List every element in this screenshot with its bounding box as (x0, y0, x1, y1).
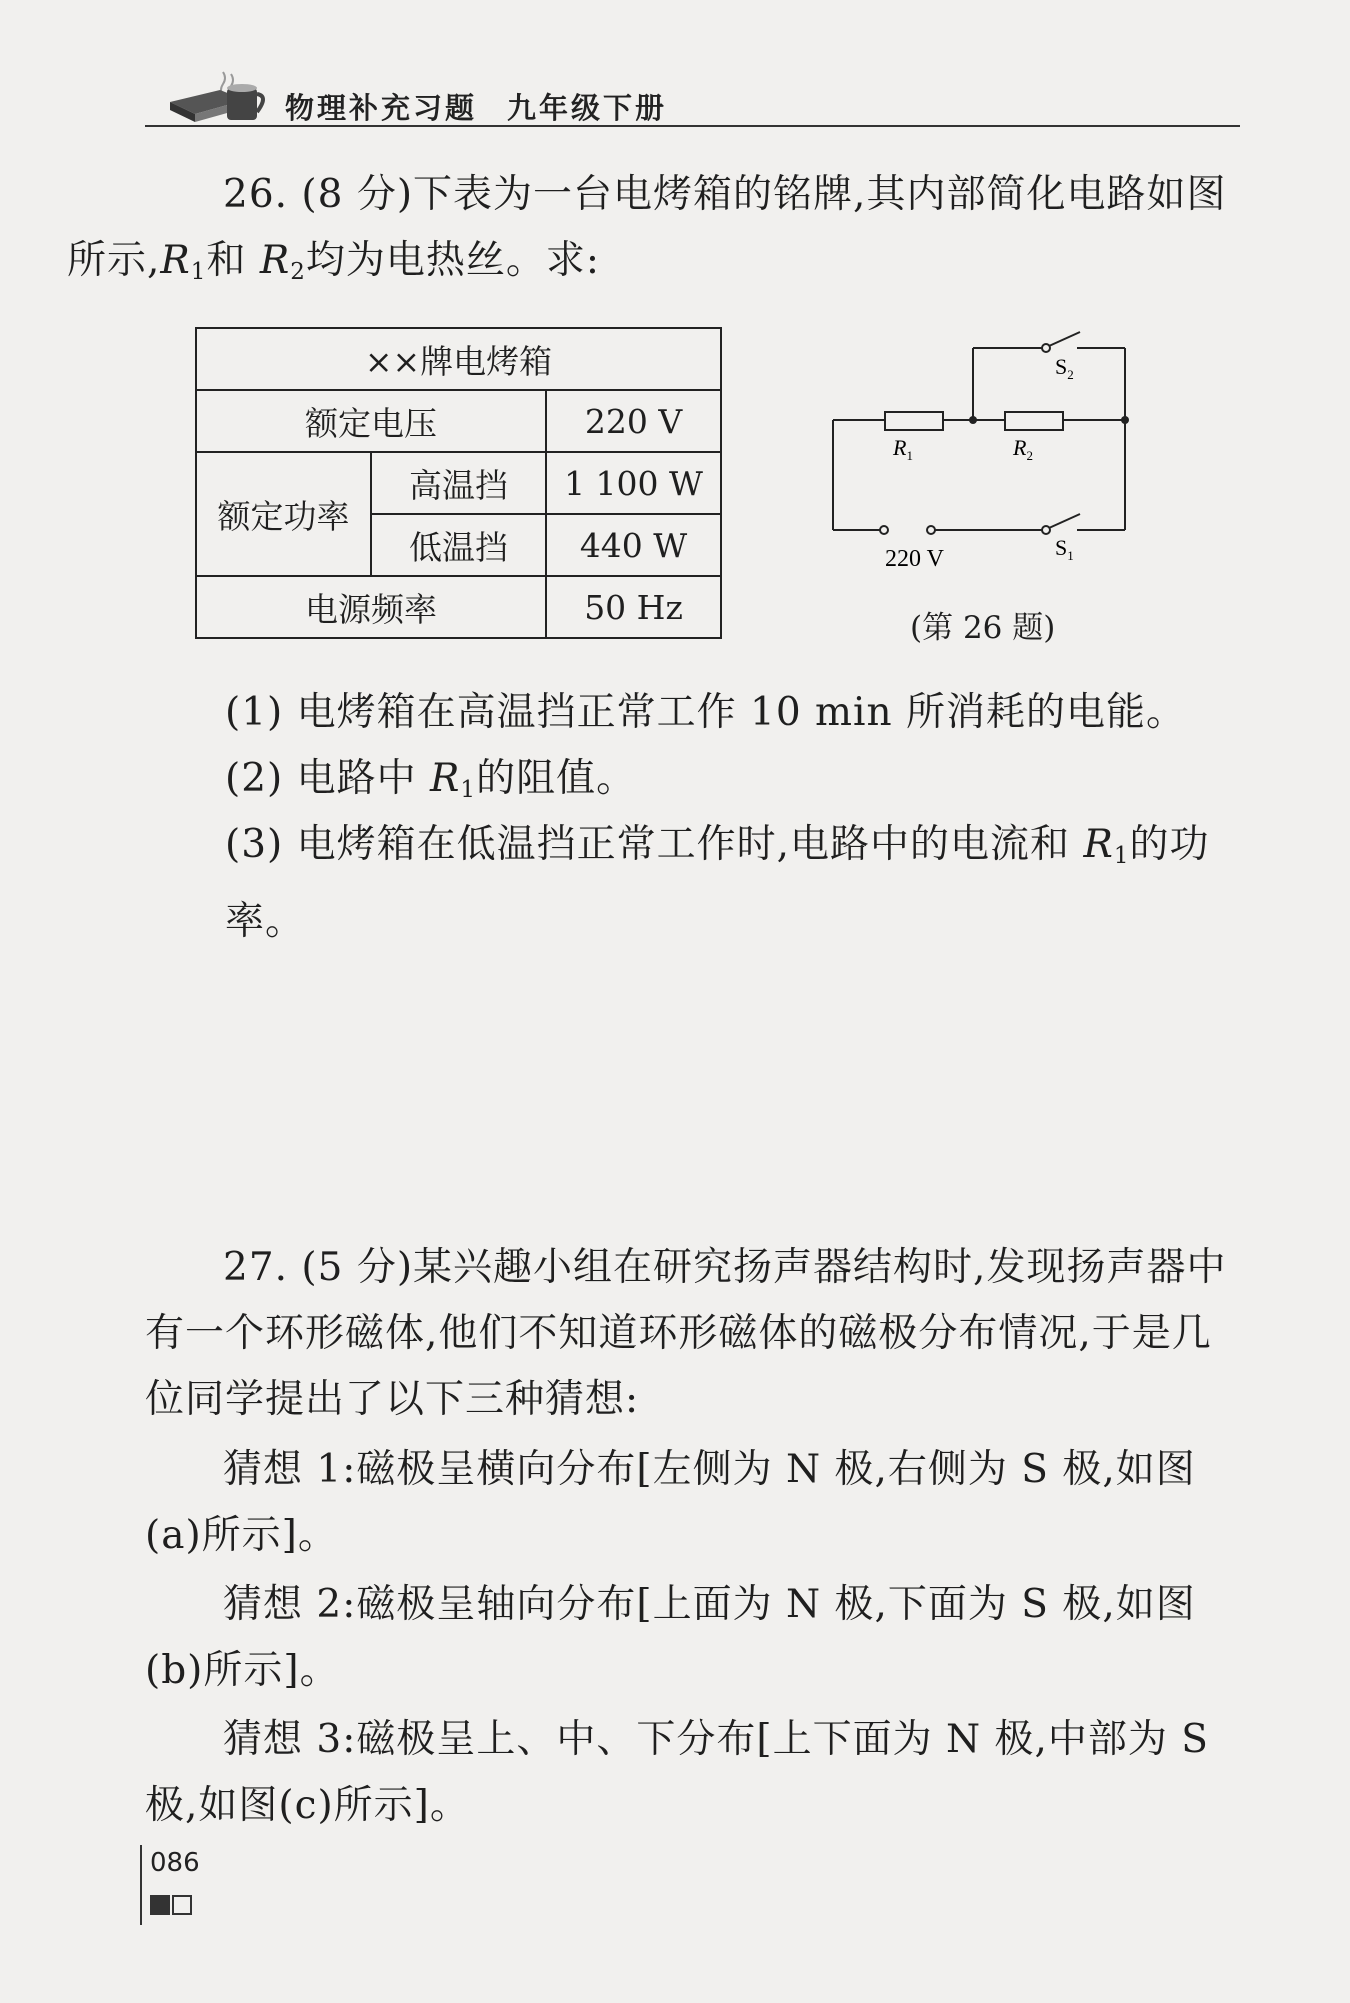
q26-r1-symbol: R (160, 238, 191, 283)
q26-part1: (1) 电烤箱在高温挡正常工作 10 min 所消耗的电能。 (225, 690, 1187, 735)
nameplate-table (195, 327, 722, 639)
table-row (196, 390, 721, 452)
q26-intro-line2 (67, 228, 600, 305)
circuit-s2-sub: 2 (1067, 367, 1074, 382)
table-row (196, 452, 721, 514)
q26-part3 (225, 812, 1275, 955)
q27-guess1: 猜想 1:磁极呈横向分布[左侧为 N 极,右侧为 S 极,如图(a)所示]。 (145, 1447, 1196, 1558)
q26-intro-line1: 26. (8 分)下表为一台电烤箱的铭牌,其内部简化电路如图 (223, 172, 1227, 217)
book-and-cup-icon (165, 70, 275, 125)
filled-square-icon (150, 1895, 170, 1915)
r2-resistor (1005, 412, 1063, 430)
frequency-label: 电源频率 (196, 576, 546, 638)
circuit-r2-label: R (1013, 435, 1027, 460)
circuit-diagram (825, 322, 1170, 572)
svg-text:R2 (1012, 435, 1033, 463)
low-setting-value: 440 W (546, 514, 721, 576)
header-title (285, 86, 667, 127)
running-header (145, 50, 1240, 130)
q27-guess3: 猜想 3:磁极呈上、中、下分布[上下面为 N 极,中部为 S 极,如图(c)所示]。 (145, 1717, 1209, 1828)
circuit-s2-label: S (1055, 354, 1068, 379)
q26-part3-r-symbol: R (1083, 822, 1114, 867)
figure-caption: (第 26 题) (910, 610, 1056, 646)
svg-text:S2 (1055, 354, 1074, 382)
q26-intro-text-b: 均为电热丝。求: (305, 238, 600, 283)
rated-power-label: 额定功率 (196, 452, 371, 576)
circuit-s1-sub: 1 (1067, 548, 1074, 563)
q26-r1-subscript: 1 (190, 259, 207, 285)
nameplate-title: ××牌电烤箱 (196, 328, 721, 390)
switch-s2 (1049, 332, 1125, 348)
q27-guess2: 猜想 2:磁极呈轴向分布[上面为 N 极,下面为 S 极,如图(b)所示]。 (145, 1582, 1196, 1693)
switch-s1 (1049, 514, 1125, 530)
circuit-s1-label: S (1055, 535, 1068, 560)
svg-text:R1 (892, 435, 913, 463)
low-setting-label: 低温挡 (371, 514, 546, 576)
page-number-bar (140, 1845, 142, 1925)
table-row (196, 328, 721, 390)
header-rule (145, 125, 1240, 127)
q26-part2-r-subscript: 1 (460, 777, 477, 803)
q27-intro: 27. (5 分)某兴趣小组在研究扬声器结构时,发现扬声器中有一个环形磁体,他们不知道环形磁体的磁极分布情况,于是几位同学提出了以下三种猜想: (145, 1245, 1227, 1422)
page-marker (150, 1895, 194, 1915)
page-number: 086 (150, 1848, 200, 1878)
circuit-r2-sub: 2 (1026, 448, 1033, 463)
q26-intro (67, 162, 1240, 305)
book-title: 物理补充习题 (285, 91, 478, 125)
q26-part2-text-b: 的阻值。 (476, 756, 637, 801)
r1-resistor (885, 412, 943, 430)
svg-text:S1 (1055, 535, 1074, 563)
high-setting-value: 1 100 W (546, 452, 721, 514)
frequency-value: 50 Hz (546, 576, 721, 638)
q26-part2-r-symbol: R (430, 756, 461, 801)
q26-r2-subscript: 2 (290, 259, 306, 285)
q26-part3-text-b: 的功率。 (225, 822, 1210, 944)
q26-r2-symbol: R (259, 238, 291, 283)
circuit-r1-sub: 1 (906, 448, 913, 463)
empty-square-icon (172, 1895, 192, 1915)
q26-part2-text-a: (2) 电路中 (225, 756, 431, 801)
rated-voltage-label: 额定电压 (196, 390, 546, 452)
q26-intro-text-a: 所示, (67, 238, 161, 283)
q26-part3-text-a: (3) 电烤箱在低温挡正常工作时,电路中的电流和 (225, 822, 1084, 867)
grade-label: 九年级下册 (507, 91, 668, 125)
rated-voltage-value: 220 V (546, 390, 721, 452)
q26-part3-r-subscript: 1 (1113, 843, 1130, 869)
circuit-r1-label: R (893, 435, 907, 460)
table-row (196, 576, 721, 638)
circuit-source-label: 220 V (885, 546, 944, 572)
q26-intro-and: 和 (206, 238, 260, 283)
high-setting-label: 高温挡 (371, 452, 546, 514)
